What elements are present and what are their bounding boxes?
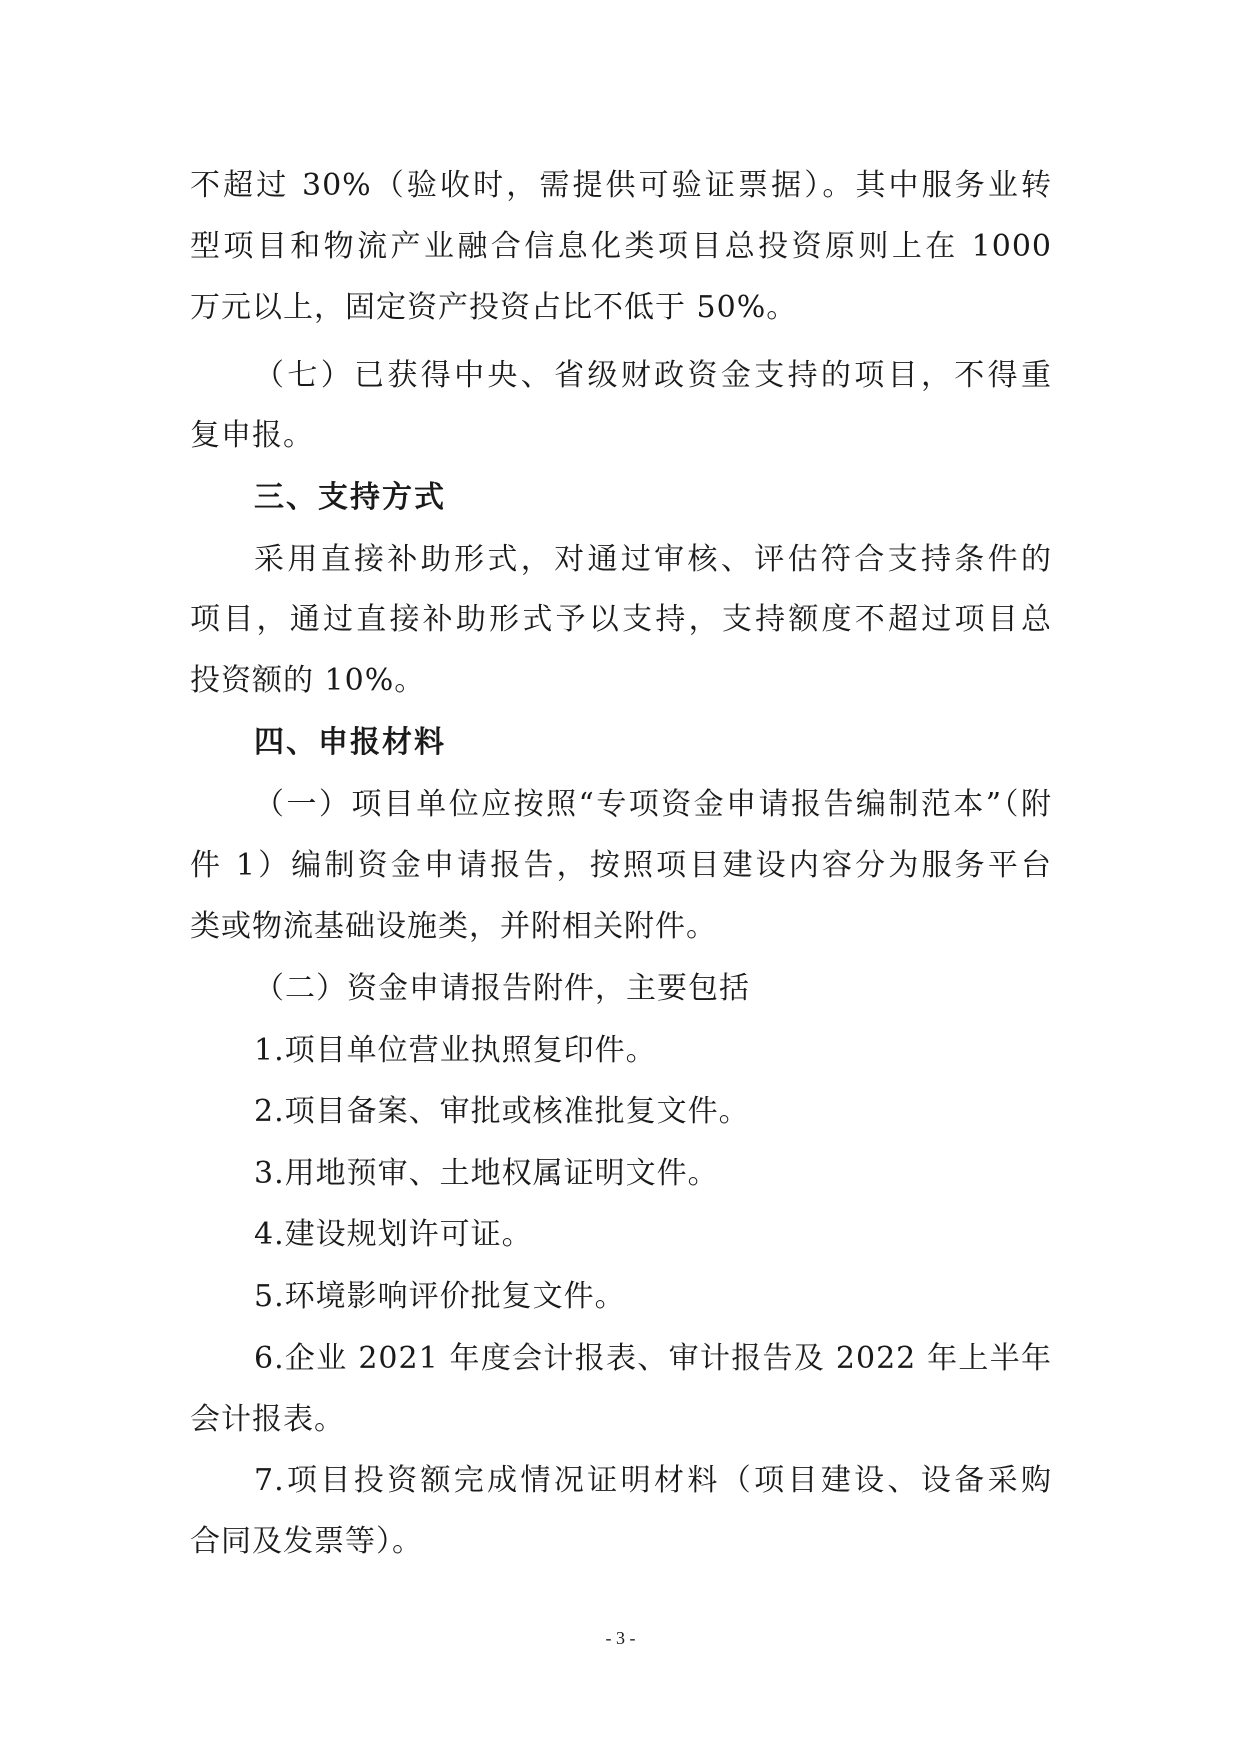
list-item-continuation: 合同及发票等）。 xyxy=(190,1524,423,1559)
paragraph-line: 采用直接补助形式，对通过审核、评估符合支持条件的 xyxy=(254,542,1052,577)
page-number: - 3 - xyxy=(605,1628,636,1648)
paragraph-line: 万元以上，固定资产投资占比不低于 50%。 xyxy=(190,290,798,325)
list-item: 1.项目单位营业执照复印件。 xyxy=(254,1033,657,1068)
list-item-continuation: 会计报表。 xyxy=(190,1402,345,1437)
list-item: 2.项目备案、审批或核准批复文件。 xyxy=(254,1094,750,1129)
list-item: 4.建设规划许可证。 xyxy=(254,1217,533,1252)
paragraph-line: 类或物流基础设施类，并附相关附件。 xyxy=(190,909,717,944)
paragraph-line: 件 1）编制资金申请报告，按照项目建设内容分为服务平台 xyxy=(190,848,1052,883)
paragraph-line: 型项目和物流产业融合信息化类项目总投资原则上在 1000 xyxy=(190,229,1052,264)
list-item: 7.项目投资额完成情况证明材料（项目建设、设备采购 xyxy=(254,1463,1052,1498)
paragraph-line: 投资额的 10%。 xyxy=(190,663,426,698)
list-item: 6.企业 2021 年度会计报表、审计报告及 2022 年上半年 xyxy=(254,1341,1052,1376)
section-heading-application-materials: 四、申报材料 xyxy=(254,725,446,760)
paragraph-line: （一）项目单位应按照“专项资金申请报告编制范本”（附 xyxy=(254,787,1052,822)
list-item: 3.用地预审、土地权属证明文件。 xyxy=(254,1156,719,1191)
paragraph-line: （七）已获得中央、省级财政资金支持的项目，不得重 xyxy=(254,358,1052,393)
list-item: 5.环境影响评价批复文件。 xyxy=(254,1279,626,1314)
section-heading-support-method: 三、支持方式 xyxy=(254,480,446,515)
paragraph-line: 复申报。 xyxy=(190,418,314,453)
paragraph-line: 不超过 30%（验收时，需提供可验证票据）。其中服务业转 xyxy=(190,168,1052,203)
paragraph-line: 项目，通过直接补助形式予以支持，支持额度不超过项目总 xyxy=(190,602,1052,637)
paragraph-line: （二）资金申请报告附件，主要包括 xyxy=(254,971,750,1006)
